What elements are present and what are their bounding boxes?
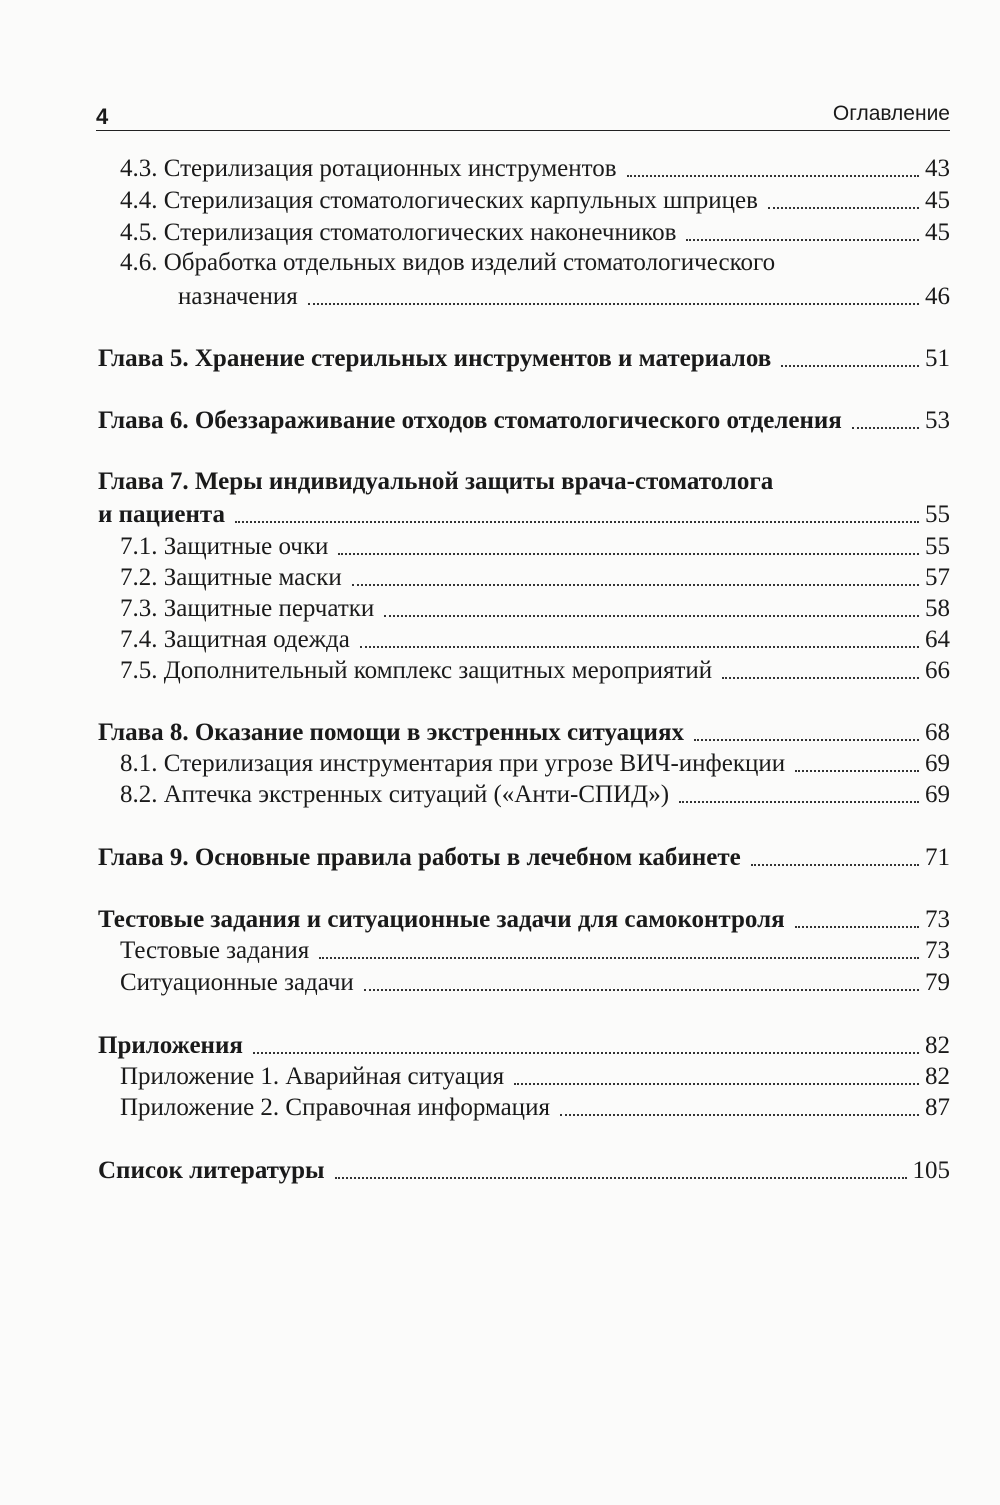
toc-entry-4-6-line1[interactable]: 4.6. Обработка отдельных видов изделий стоматологического bbox=[120, 249, 776, 276]
dot-leader bbox=[308, 303, 919, 305]
dot-leader bbox=[751, 864, 919, 866]
toc-chapter-7-line1[interactable]: Глава 7. Меры индивидуальной защиты врача-стоматолога bbox=[98, 468, 774, 495]
toc-entry-text: Глава 8. Оказание помощи в экстренных ситуациях bbox=[98, 719, 684, 746]
toc-entry-7-5[interactable] bbox=[120, 654, 950, 686]
toc-page-number: 55 bbox=[925, 533, 950, 560]
dot-leader bbox=[560, 1114, 919, 1116]
toc-chapter-7[interactable] bbox=[98, 498, 950, 530]
toc-entry-appendix-1[interactable] bbox=[120, 1060, 950, 1092]
toc-page-number: 66 bbox=[925, 657, 950, 684]
dot-leader bbox=[852, 427, 919, 429]
toc-page-number: 71 bbox=[925, 844, 950, 871]
toc-entry-text: 4.4. Стерилизация стоматологических карпульных шприцев bbox=[120, 187, 758, 214]
toc-page-number: 45 bbox=[925, 187, 950, 214]
toc-page-number: 87 bbox=[925, 1094, 950, 1121]
dot-leader bbox=[335, 1177, 907, 1179]
toc-entry-text: Ситуационные задачи bbox=[120, 969, 354, 996]
toc-entry-7-2[interactable] bbox=[120, 561, 950, 593]
toc-chapter-6[interactable] bbox=[98, 404, 950, 436]
toc-entry-4-4[interactable] bbox=[120, 184, 950, 216]
toc-entry-situational[interactable] bbox=[120, 966, 950, 998]
toc-entry-text: 8.1. Стерилизация инструментария при угрозе ВИЧ-инфекции bbox=[120, 750, 786, 777]
toc-entry-text: 7.2. Защитные маски bbox=[120, 564, 342, 591]
toc-entry-text: 7.5. Дополнительный комплекс защитных мероприятий bbox=[120, 657, 713, 684]
toc-chapter-8[interactable] bbox=[98, 716, 950, 748]
toc-entry-text: и пациента bbox=[98, 501, 225, 528]
header-title: Оглавление bbox=[832, 102, 950, 125]
dot-leader bbox=[795, 770, 919, 772]
toc-entry-text: Список литературы bbox=[98, 1157, 325, 1184]
toc-entry-8-1[interactable] bbox=[120, 747, 950, 779]
toc-references[interactable] bbox=[98, 1154, 950, 1186]
toc-entry-text: 7.1. Защитные очки bbox=[120, 533, 329, 560]
toc-page-number: 58 bbox=[925, 595, 950, 622]
dot-leader bbox=[768, 207, 919, 209]
toc-entry-tests[interactable] bbox=[120, 934, 950, 966]
dot-leader bbox=[352, 584, 919, 586]
toc-entry-4-3[interactable] bbox=[120, 152, 950, 184]
toc-entry-text: Приложения bbox=[98, 1032, 243, 1059]
toc-entry-4-6[interactable] bbox=[178, 280, 950, 312]
toc-entry-text: Приложение 2. Справочная информация bbox=[120, 1094, 550, 1121]
toc-entry-text: назначения bbox=[178, 283, 298, 310]
toc-entry-4-5[interactable] bbox=[120, 216, 950, 248]
toc-chapter-9[interactable] bbox=[98, 841, 950, 873]
toc-entry-text: 4.3. Стерилизация ротационных инструментов bbox=[120, 155, 617, 182]
dot-leader bbox=[514, 1083, 919, 1085]
dot-leader bbox=[679, 801, 919, 803]
toc-page-number: 69 bbox=[925, 781, 950, 808]
toc-entry-7-4[interactable] bbox=[120, 623, 950, 655]
toc-page-number: 73 bbox=[925, 937, 950, 964]
toc-entry-text: 4.5. Стерилизация стоматологических наконечников bbox=[120, 219, 677, 246]
toc-entry-text: Тестовые задания bbox=[120, 937, 310, 964]
dot-leader bbox=[364, 989, 919, 991]
dot-leader bbox=[627, 175, 919, 177]
toc-page-number: 46 bbox=[925, 283, 950, 310]
toc-page-number: 105 bbox=[912, 1157, 950, 1184]
dot-leader bbox=[384, 615, 919, 617]
toc-entry-8-2[interactable] bbox=[120, 778, 950, 810]
toc-entry-text: Приложение 1. Аварийная ситуация bbox=[120, 1063, 505, 1090]
toc-page-number: 43 bbox=[925, 155, 950, 182]
toc-page-number: 64 bbox=[925, 626, 950, 653]
toc-page-number: 53 bbox=[925, 407, 950, 434]
toc-entry-7-3[interactable] bbox=[120, 592, 950, 624]
toc-page-number: 55 bbox=[925, 501, 950, 528]
dot-leader bbox=[686, 239, 919, 241]
toc-page-number: 79 bbox=[925, 969, 950, 996]
toc-page-number: 73 bbox=[925, 906, 950, 933]
toc-page-number: 45 bbox=[925, 219, 950, 246]
toc-entry-text: Глава 9. Основные правила работы в лечебном кабинете bbox=[98, 844, 741, 871]
dot-leader bbox=[795, 926, 919, 928]
dot-leader bbox=[694, 739, 919, 741]
dot-leader bbox=[338, 553, 919, 555]
dot-leader bbox=[722, 677, 919, 679]
toc-page-number: 82 bbox=[925, 1063, 950, 1090]
toc-entry-text: 8.2. Аптечка экстренных ситуаций («Анти-СПИД») bbox=[120, 781, 670, 808]
toc-entry-text: Глава 5. Хранение стерильных инструментов и материалов bbox=[98, 345, 772, 372]
toc-entry-appendix-2[interactable] bbox=[120, 1091, 950, 1123]
dot-leader bbox=[360, 646, 919, 648]
dot-leader bbox=[253, 1052, 919, 1054]
toc-entry-7-1[interactable] bbox=[120, 530, 950, 562]
toc-entry-text: Глава 6. Обеззараживание отходов стоматологического отделения bbox=[98, 407, 842, 434]
toc-page-number: 69 bbox=[925, 750, 950, 777]
toc-page-number: 57 bbox=[925, 564, 950, 591]
page-number: 4 bbox=[96, 104, 109, 129]
toc-page-number: 51 bbox=[925, 345, 950, 372]
dot-leader bbox=[235, 521, 919, 523]
toc-entry-text: Тестовые задания и ситуационные задачи для самоконтроля bbox=[98, 906, 785, 933]
toc-entry-text: 7.4. Защитная одежда bbox=[120, 626, 350, 653]
toc-appendix-section[interactable] bbox=[98, 1029, 950, 1061]
toc-page-number: 82 bbox=[925, 1032, 950, 1059]
toc-entry-text: 7.3. Защитные перчатки bbox=[120, 595, 375, 622]
toc-chapter-5[interactable] bbox=[98, 342, 950, 374]
toc-page-number: 68 bbox=[925, 719, 950, 746]
toc-tests-section[interactable] bbox=[98, 903, 950, 935]
dot-leader bbox=[781, 365, 919, 367]
dot-leader bbox=[319, 957, 919, 959]
